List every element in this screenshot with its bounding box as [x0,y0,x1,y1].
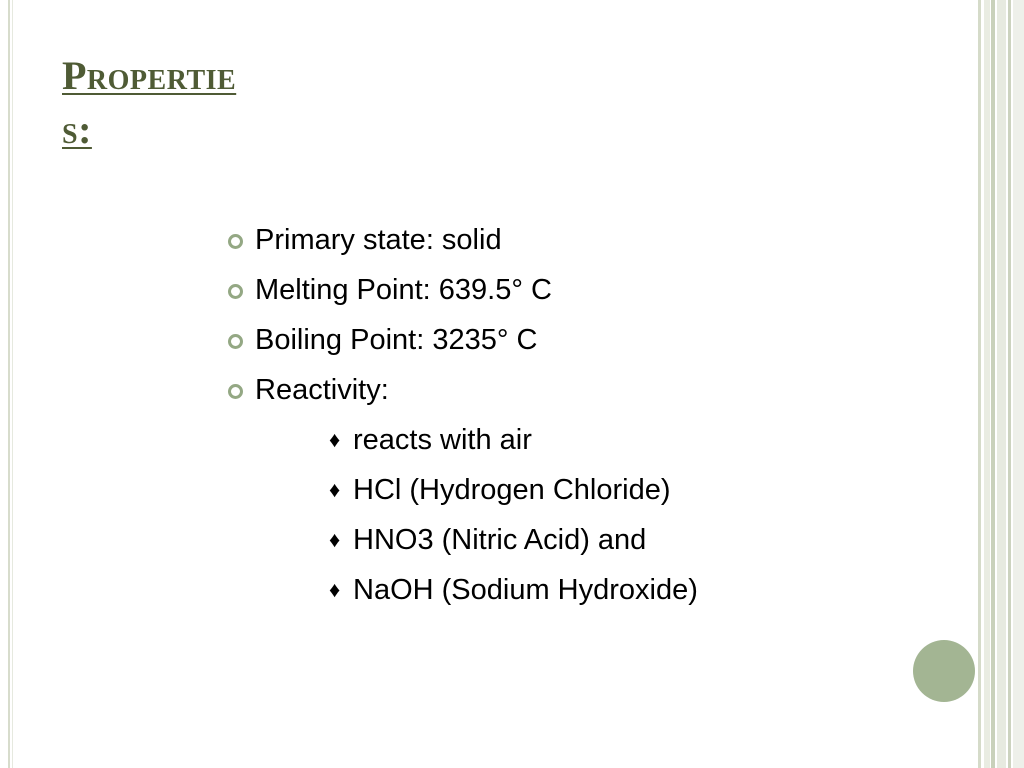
diamond-bullet-icon: ♦ [329,577,341,602]
sub-bullet-text: NaOH (Sodium Hydroxide) [353,574,698,606]
slide-title-line2: s: [62,107,92,152]
diamond-bullet-icon: ♦ [329,427,341,452]
right-stripe [978,0,981,768]
diamond-bullet-icon: ♦ [329,527,341,552]
green-circle-icon [913,640,975,702]
right-stripe [1008,0,1011,768]
slide-title [62,53,322,152]
bullet-text: Melting Point: 639.5° C [255,274,552,306]
right-stripe [997,0,1006,768]
right-stripe [991,0,995,768]
ring-bullet-icon [228,384,243,399]
bullet-text: Reactivity: [255,374,389,406]
bullet-text: Primary state: solid [255,224,502,256]
right-stripe [1013,0,1024,768]
ring-bullet-icon [228,234,243,249]
sub-bullet-text: HNO3 (Nitric Acid) and [353,524,647,556]
slide-title-line1: Propertie [62,53,237,98]
sub-bullet-text: HCl (Hydrogen Chloride) [353,474,671,506]
left-border-line-inner [12,0,13,768]
left-border-line [8,0,10,768]
right-stripe [984,0,990,768]
sub-bullet-text: reacts with air [353,424,532,456]
ring-bullet-icon [228,284,243,299]
ring-bullet-icon [228,334,243,349]
bullet-text: Boiling Point: 3235° C [255,324,538,356]
diamond-bullet-icon: ♦ [329,477,341,502]
